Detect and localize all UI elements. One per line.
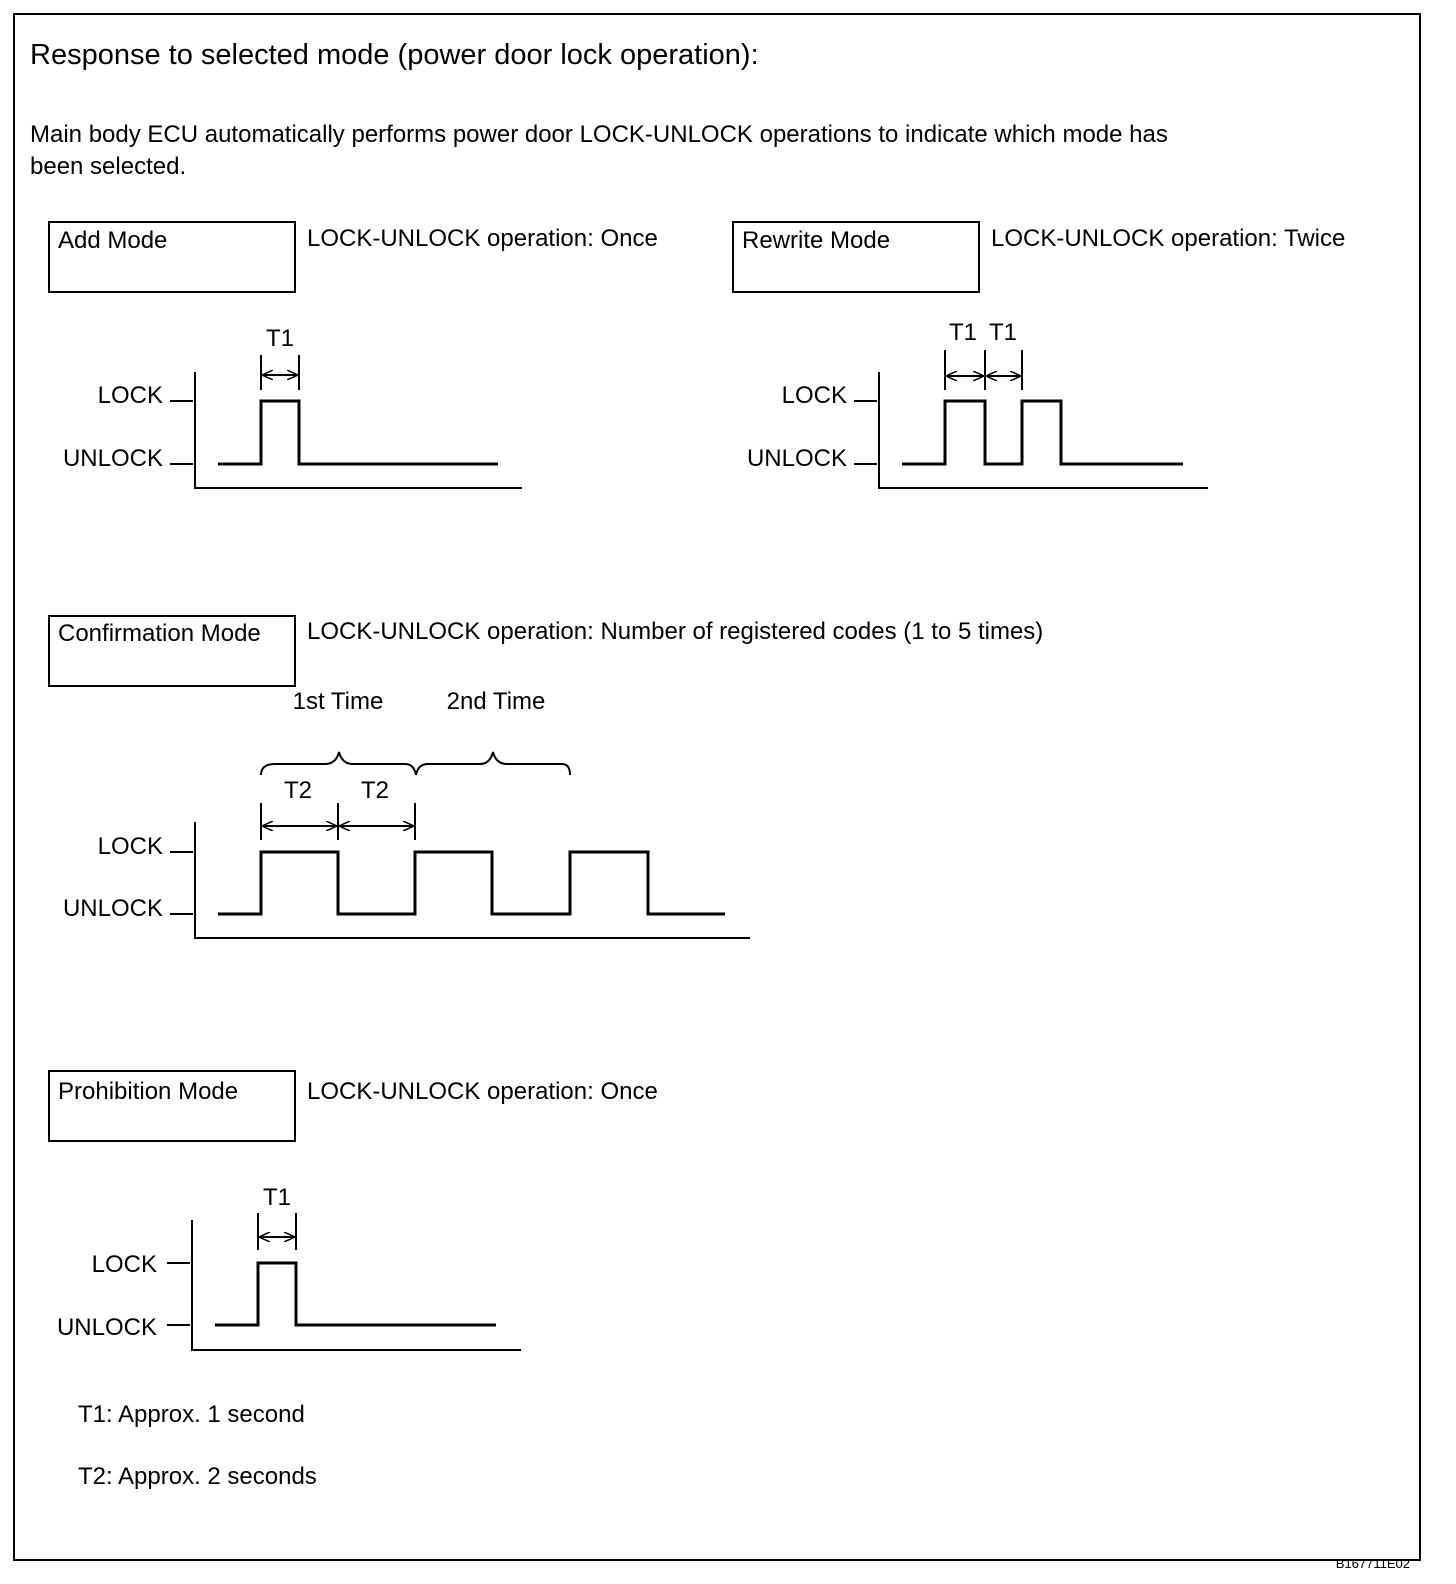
- unlock-axis-label: UNLOCK: [62, 445, 163, 472]
- prohibition-mode-label: Prohibition Mode: [58, 1078, 239, 1105]
- add-mode-label: Add Mode: [58, 227, 168, 254]
- description-line-1: Main body ECU automatically performs power door LOCK-UNLOCK operations to indicate which mode has: [30, 121, 1168, 148]
- dimension-ticks: [261, 803, 415, 840]
- t1-label: T1: [265, 325, 295, 352]
- chart-axes: [167, 1220, 521, 1350]
- description-line-2: been selected.: [30, 153, 187, 180]
- t1-label: T1: [988, 319, 1018, 346]
- rewrite-mode-label: Rewrite Mode: [742, 227, 891, 254]
- chart-axes: [170, 372, 522, 488]
- dimension-ticks: [258, 1213, 296, 1250]
- t1-label: T1: [262, 1184, 292, 1211]
- lock-axis-label: LOCK: [97, 833, 163, 860]
- lock-axis-label: LOCK: [781, 382, 847, 409]
- confirmation-mode-section: [49, 616, 1043, 938]
- page-title: Response to selected mode (power door lock operation):: [30, 39, 759, 71]
- unlock-axis-label: UNLOCK: [56, 1314, 157, 1341]
- lock-unlock-waveform: [218, 852, 725, 914]
- add-mode-section: [49, 222, 658, 488]
- lock-axis-label: LOCK: [91, 1251, 157, 1278]
- first-time-label: 1st Time: [292, 688, 384, 715]
- prohibition-mode-section: [49, 1071, 658, 1350]
- rewrite-mode-section: [733, 222, 1345, 488]
- add-mode-operation: LOCK-UNLOCK operation: Once: [307, 225, 658, 252]
- confirmation-mode-operation: LOCK-UNLOCK operation: Number of registered codes (1 to 5 times): [307, 618, 1044, 645]
- t2-label: T2: [283, 777, 313, 804]
- second-time-label: 2nd Time: [446, 688, 546, 715]
- dimension-ticks: [945, 350, 1022, 390]
- t1-note: T1: Approx. 1 second: [78, 1401, 305, 1428]
- lock-unlock-waveform: [902, 401, 1183, 464]
- chart-axes: [170, 822, 750, 938]
- t2-note: T2: Approx. 2 seconds: [78, 1463, 317, 1490]
- t2-label: T2: [360, 777, 390, 804]
- period-braces: [261, 752, 570, 775]
- figure-code: B167711E02: [1335, 1556, 1410, 1571]
- confirmation-mode-label: Confirmation Mode: [58, 620, 261, 647]
- lock-unlock-waveform: [215, 1263, 496, 1325]
- t1-label: T1: [948, 319, 978, 346]
- rewrite-mode-operation: LOCK-UNLOCK operation: Twice: [991, 225, 1346, 252]
- unlock-axis-label: UNLOCK: [746, 445, 847, 472]
- unlock-axis-label: UNLOCK: [62, 895, 163, 922]
- lock-axis-label: LOCK: [97, 382, 163, 409]
- lock-unlock-waveform: [218, 401, 498, 464]
- dimension-ticks: [261, 355, 299, 390]
- prohibition-mode-operation: LOCK-UNLOCK operation: Once: [307, 1078, 658, 1105]
- chart-axes: [854, 372, 1208, 488]
